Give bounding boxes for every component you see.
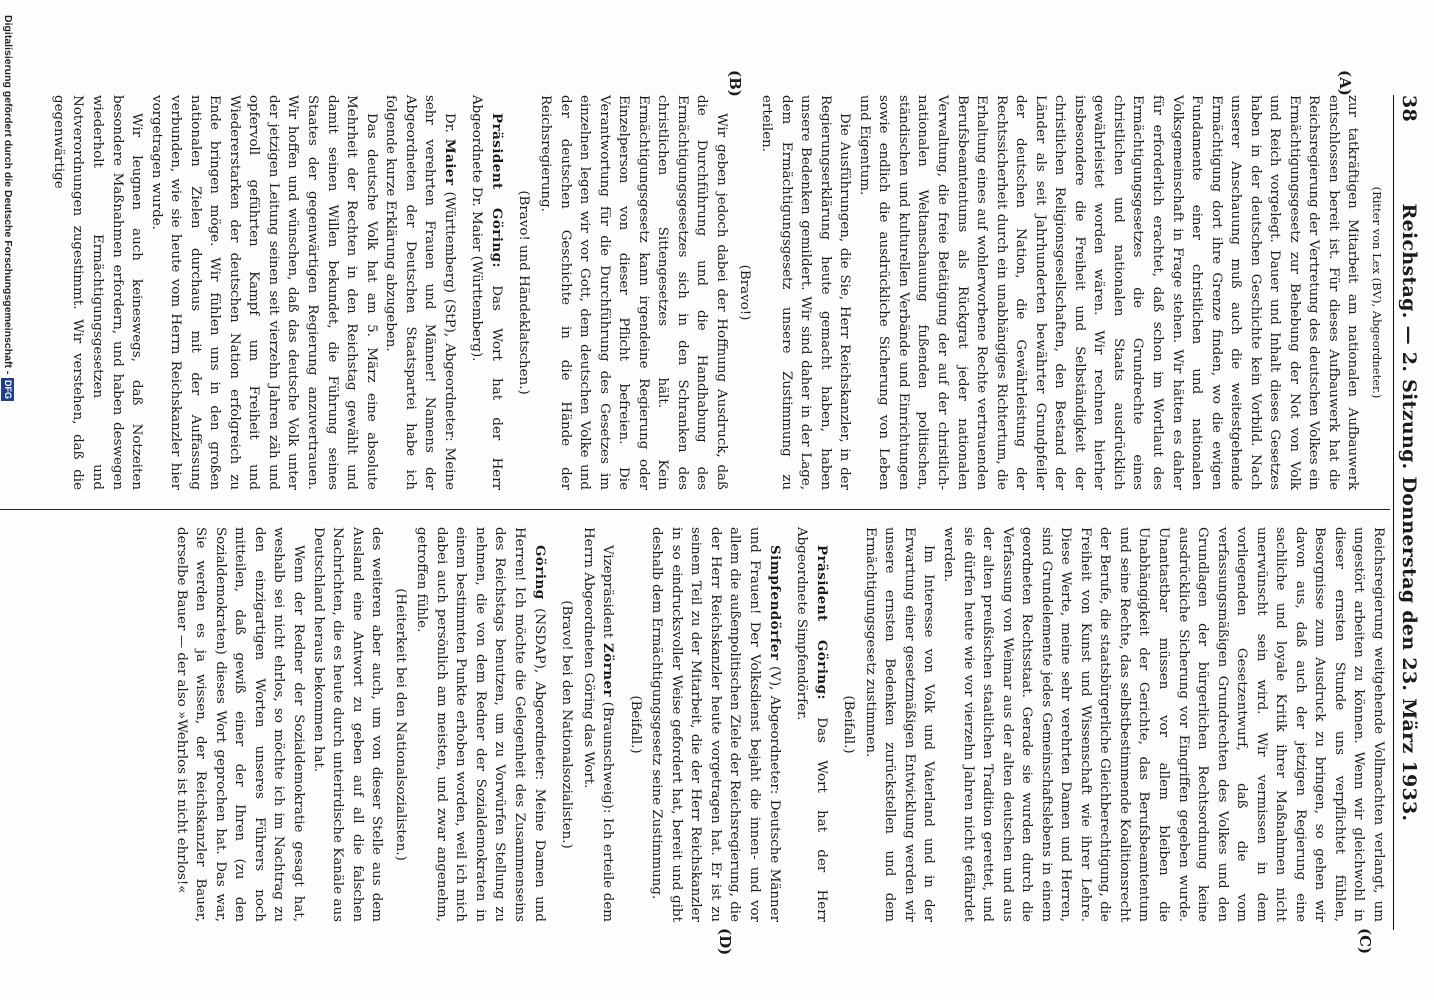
- statement-text: Das Wort hat der Herr Abgeordnete Dr. Maier (Württemberg).: [469, 95, 504, 491]
- speaker-name: Maier: [441, 138, 458, 186]
- speaker-name: Zörner: [600, 642, 617, 698]
- paragraph: Die Ausführungen, die Sie, Herr Reichskanzler, in der Regierungserklärung heute gemacht haben, haben unsere Bedenken gemildert. Wir sind daher in der Lage, dem Ermächtigungsgesetz unsere Zustimmung zu erteilen.: [759, 95, 853, 490]
- margin-letter-a: (A): [1336, 70, 1354, 96]
- interjection: (Beifall.): [627, 695, 643, 754]
- statement-text: (V), Abgeordneter: Deutsche Männer und Frauen! Der Volksdienst bejaht die innen- und vor allem die außenpolitischen Ziele der Reichsregierung, die der Herr Reichskanzler heute vorgetragen hat. Er ist zu seinem Teil zu der Mitarbeit, die der Herr Reichskanzler in so eindrucksvoller Weise gefordert hat, bereit und gibt deshalb dem Ermächtigungsgesetz seine Zustimmung.: [649, 527, 782, 922]
- speaker-name: Göring: [531, 545, 548, 600]
- speaker-name: Präsident Göring:: [813, 545, 830, 700]
- left-column: [48, 95, 1388, 490]
- paragraph: Wir geben jedoch dabei der Hoffnung Ausdruck, daß die Durchführung und die Handhabung des Ermächtigungsgesetzes sich in den Schranken des christlichen Sittengesetzes hält. Kein Ermächtigungsgesetz kann irgendeine Regierung oder Einzelperson von dieser Pflicht befreien. Die Verantwortung für die Durchführung des Gesetzes im einzelnen legen wir vor Gott, dem deutschen Volke und der deutschen Geschichte in die Hände der Reichsregierung.: [538, 95, 729, 490]
- margin-letter-c: (C): [1356, 928, 1374, 955]
- speech-intro: [647, 527, 784, 922]
- dfg-logo: DFG: [3, 380, 13, 399]
- interjection: (Bravo! und Händeklatschen.): [516, 190, 532, 395]
- speaker-title: Dr.: [441, 113, 457, 133]
- right-column: [171, 527, 1388, 922]
- statement-text: (Braunschweig): Ich erteile dem Herrn Abgeordneten Göring das Wort.: [580, 527, 616, 922]
- speech-intro: [381, 95, 459, 490]
- digitization-footer: [0, 0, 14, 1000]
- paragraph: Wenn der Redner der Sozialdemokratie gesagt hat, weshalb sei nicht ehrlos, so möchte ich im Nachtrag zu den einzigartigen Worten unseres Führers noch mitteilen, daß gewiß einer der Ihren (zu den Sozialdemokraten) dieses Wort geprochen hat. Das war, Sie werden es ja wissen, der Reichskanzler Bauer, derselbe Bauer — der also »Wehrlos ist nicht ehrlos!«: [173, 527, 307, 922]
- paragraph: Im Interesse von Volk und Vaterland und in der Erwartung einer gesetzmäßigen Entwicklung werden wir unsere ernsten Bedenken zurückstellen und dem Ermächtigungsgesetz zustimmen.: [862, 527, 937, 922]
- statement-text: Das Wort hat der Herr Abgeordnete Simpfendörfer.: [794, 527, 829, 923]
- paragraph: des weiteren aber auch, um von dieser Stelle aus dem Ausland eine Antwort zu geben auf all die falschen Nachrichten, die es heute durch unterirdische Kanäle aus Deutschland heraus bekommen hat.: [310, 527, 385, 922]
- interjection: (Bravo! bei den Nationalsozialisten.): [559, 600, 575, 849]
- interjection: (Bravo!): [737, 264, 753, 321]
- interjection: (Beifall.): [841, 695, 857, 754]
- paragraph: Reichsregierung weitgehende Vollmachten verlangt, um ungestört arbeiten zu können. Wenn wir gleichwohl in dieser ernsten Stunde uns verpflichtet fühlen, Besorgnisse zum Ausdruck zu bringen, so gehen wir davon aus, daß auch der jetzigen Regierung eine sachliche und loyale Kritik ihrer Maßnahmen nicht unerwünscht sein wird. Wir vermissen in dem vorliegenden Gesetzentwurf, daß die vom verfassungsmäßigen Grundrechten des Volkes und den Grundlagen der bürgerlichen Rechtsordnung keine ausdrückliche Sicherung vor Eingriffen gegeben wurde. Unantastbar müssen vor allem bleiben die Unabhängigkeit der Gerichte, das Berufsbeamtentum und seine Rechte, das selbstbestimmende Koalitionsrecht der Berufe, die staatsbürgerliche Gleichberechtigung, die Freiheit von Kunst und Wissenschaft wie ihrer Lehre. Diese Werte, meine sehr verehrten Damen und Herren, sind Grundelemente jedes Gemeinschaftslebens in einem geordneten Rechtsstaat. Gerade sie wurden durch die Verfassung von Weimar aus der alten deutschen und aus der alten preußischen staatlichen Tradition gerettet, und sie dürfen heute wie vor vierzehn Jahren nicht gefährdet werden.: [940, 527, 1386, 922]
- speaker-name: Simpfendörfer: [766, 545, 783, 661]
- page-title: Reichstag. — 2. Sitzung. Donnerstag den 23. März 1933.: [1398, 203, 1420, 822]
- column-divider: [0, 509, 1390, 510]
- paragraph: Das deutsche Volk hat am 5. März eine absolute Mehrheit der Rechten in den Reichstag gewählt und damit seinen Willen bekundet, die Führung seines Staates der gegenwärtigen Regierung anzuvertrauen. Wir hoffen und wünschen, daß das deutsche Volk unter der jetzigen Leitung seinen seit vierzehn Jahren zäh und opfervoll geführten Kampf um Freiheit und Wiedererstarken der deutschen Nation erfolgreich zu Ende bringen möge. Wir fühlen uns in den großen nationalen Zielen durchaus mit der Auffassung verbunden, wie sie heute vom Herrn Reichskanzler hier vorgetragen wurde.: [148, 95, 379, 490]
- vicepresident-statement: [578, 527, 617, 922]
- margin-letter-b: (B): [726, 70, 744, 97]
- statement-text: (Württemberg) (StP), Abgeordneter: Meine sehr verehrten Frauen und Männer! Namens der Abgeordneten der Deutschen Staatspartei habe ich folgende kurze Erklärung abzugeben.: [383, 95, 457, 490]
- speaker-title: Vizepräsident: [600, 545, 616, 639]
- interjection: (Heiterkeit bei den Nationalsozialisten.): [392, 588, 408, 861]
- margin-letter-d: (D): [716, 928, 734, 956]
- president-statement: [467, 95, 506, 490]
- president-statement: [792, 527, 831, 922]
- paragraph: Wir leugnen auch keineswegs, daß Notzeiten besondere Maßnahmen erfordern, und haben deswegen wiederholt Ermächtigungsgesetzen und Notverordnungen zugestimmt. Wir verstehen, daß die gegenwärtige: [50, 95, 145, 490]
- page-header: [1393, 95, 1422, 930]
- speaker-name: Präsident Göring:: [488, 113, 505, 268]
- page-number: 38: [1398, 95, 1420, 123]
- statement-text: (NSDAP), Abgeordneter: Meine Damen und Herren! Ich möchte die Gelegenheit des Zusammenseins des Reichstags benutzen, um zu Vorwürfen Stellung zu nehmen, die von dem Redner der Sozialdemokraten in einem bestimmten Punkte erhoben worden, weil ich mich dabei auch persönlich am meisten, und zwar angenehm, getroffen fühle.: [414, 527, 547, 922]
- footer-text: Digitalisierung gefördert durch die Deutsche Forschungsgemeinschaft -: [2, 15, 14, 375]
- speaker-continuation: (Ritter von Lex (BV), Abgeordneter.): [1370, 186, 1384, 399]
- speech-intro: [412, 527, 549, 922]
- paragraph: zur tatkräftigen Mitarbeit am nationalen Aufbauwerk entschlossen bereit ist. Für dieses Aufbauwerk hat die Reichsregierung der Vertretung des deutschen Volkes ein Ermächtigungsgesetz zur Behebung der Not von Volk und Reich vorgelegt. Dauer und Inhalt dieses Gesetzes haben in der deutschen Geschichte kein Vorbild. Nach unserer Anschauung muß auch die weitestgehende Ermächtigung dort ihre Grenze finden, wo die ewigen Fundamente einer christlichen und nationalen Volksgemeinschaft in Frage stehen. Wir hätten es daher für erforderlich erachtet, daß schon im Wortlaut des Ermächtigungsgesetzes die Grundrechte eines christlichen und nationalen Staats ausdrücklich gewährleistet worden wären. Wir rechnen hierher insbesondere die Freiheit und Selbständigkeit der christlichen Religionsgesellschaften, den Bestand der Länder als seit Jahrhunderten bewährter Grundpfeiler der deutschen Nation, die Gewährleistung der Rechtssicherheit durch ein unabhängiges Richtertum, die Erhaltung eines auf wohlerworbene Rechte vertrauenden Berufsbeamtentums als Rückgrat jeder nationalen Verwaltung, die freie Betätigung der auf der christlich-nationalen Weltanschauung fußenden politischen, ständischen und kulturellen Verbände und Einrichtungen sowie endlich die ausdrückliche Sicherung von Leben und Eigentum.: [856, 95, 1361, 490]
